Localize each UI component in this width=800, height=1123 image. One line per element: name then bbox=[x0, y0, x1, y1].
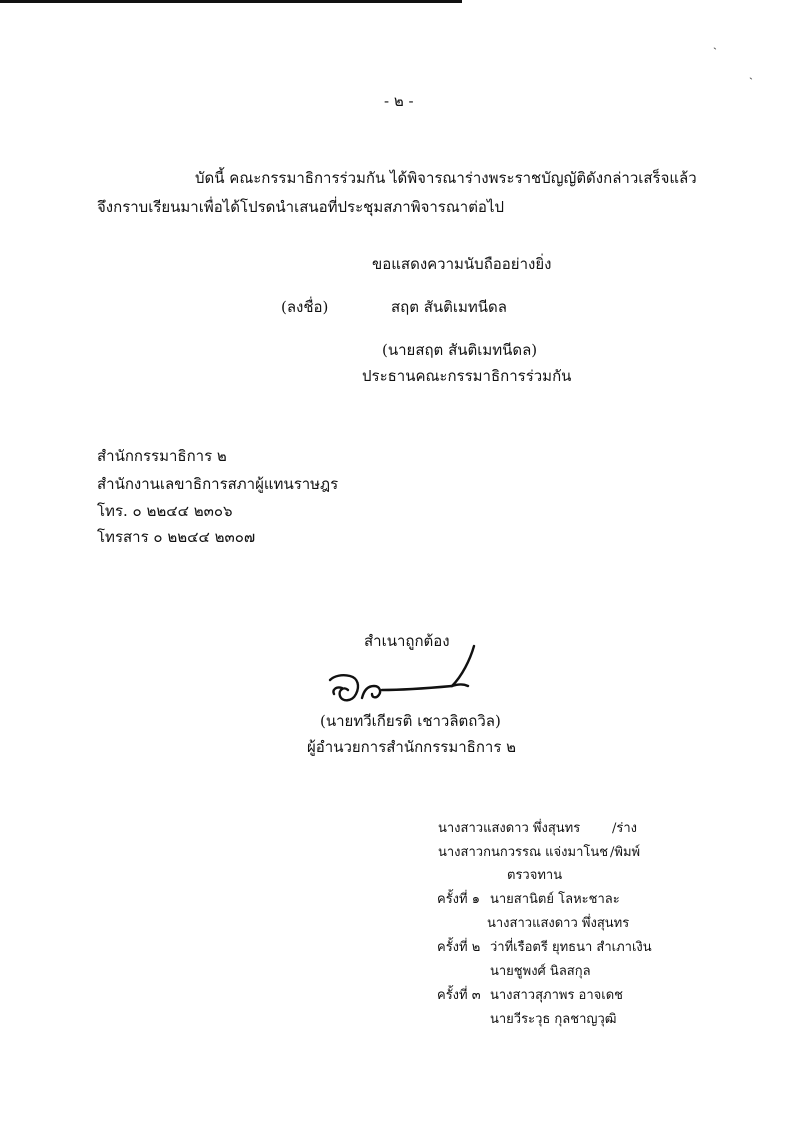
office-parent: สำนักงานเลขาธิการสภาผู้แทนราษฎร bbox=[97, 475, 339, 493]
certifier-position: ผู้อำนวยการสำนักกรรมาธิการ ๒ bbox=[307, 738, 517, 756]
office-name: สำนักกรรมาธิการ ๒ bbox=[97, 447, 227, 465]
review-round-2-reviewer-1: ว่าที่เรือตรี ยุทธนา สำเภาเงิน bbox=[490, 940, 652, 955]
body-paragraph-line-1: บัดนี้ คณะกรรมาธิการร่วมกัน ได้พิจารณาร่างพระราชบัญญัติดังกล่าวเสร็จแล้ว bbox=[195, 169, 697, 187]
closing-salutation: ขอแสดงความนับถืออย่างยิ่ง bbox=[372, 255, 552, 273]
scan-speck: ˏ bbox=[713, 36, 717, 50]
review-round-1-reviewer-2: นางสาวแสงดาว พึ่งสุนทร bbox=[487, 916, 630, 931]
typist-name: นางสาวกนกวรรณ แจ่งมาโนช bbox=[438, 845, 609, 860]
review-heading: ตรวจทาน bbox=[507, 868, 563, 883]
body-paragraph-line-2: จึงกราบเรียนมาเพื่อได้โปรดนำเสนอที่ประชุมสภาพิจารณาต่อไป bbox=[97, 198, 505, 216]
review-round-3-reviewer-2: นายวีระวุธ กุลชาญวุฒิ bbox=[490, 1012, 617, 1027]
review-round-1-reviewer-1: นายสานิตย์ โลหะชาละ bbox=[490, 892, 620, 907]
review-round-3-label: ครั้งที่ ๓ bbox=[437, 988, 481, 1003]
review-round-1-label: ครั้งที่ ๑ bbox=[437, 892, 480, 907]
signer-full-name: (นายสฤต สันติเมทนีดล) bbox=[382, 341, 538, 359]
drafter-name: นางสาวแสงดาว พึ่งสุนทร bbox=[438, 821, 581, 836]
review-round-2-label: ครั้งที่ ๒ bbox=[437, 940, 481, 955]
signer-position: ประธานคณะกรรมาธิการร่วมกัน bbox=[362, 367, 572, 385]
certified-copy-label: สำเนาถูกต้อง bbox=[364, 632, 450, 650]
office-fax: โทรสาร ๐ ๒๒๔๔ ๒๓๐๗ bbox=[97, 528, 256, 546]
typist-role: /พิมพ์ bbox=[610, 845, 641, 860]
page-number: - ๒ - bbox=[384, 92, 414, 110]
top-border-line bbox=[0, 0, 462, 3]
signed-name: สฤต สันติเมทนีดล bbox=[391, 298, 507, 316]
handwritten-signature bbox=[320, 640, 485, 710]
scan-speck: ˏ bbox=[749, 66, 753, 80]
review-round-2-reviewer-2: นายชูพงศ์ นิลสกุล bbox=[490, 964, 591, 979]
drafter-role: /ร่าง bbox=[612, 821, 638, 836]
certifier-name: (นายทวีเกียรติ เชาวลิตถวิล) bbox=[320, 712, 501, 730]
review-round-3-reviewer-1: นางสาวสุภาพร อาจเดช bbox=[490, 988, 623, 1003]
office-phone: โทร. ๐ ๒๒๔๔ ๒๓๐๖ bbox=[97, 502, 233, 520]
signed-label: (ลงชื่อ) bbox=[281, 298, 329, 316]
